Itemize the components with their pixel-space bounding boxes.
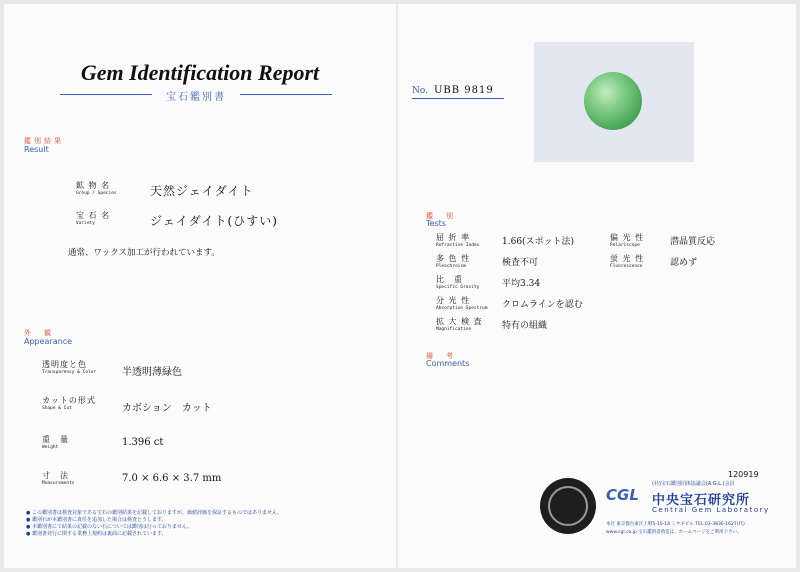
measurements-label-jp: 寸 法 bbox=[42, 471, 69, 480]
lab-name-en: Central Gem Laboratory bbox=[652, 506, 770, 514]
shape-label-en: Shape & Cut bbox=[42, 406, 72, 411]
report-number-rule bbox=[412, 98, 504, 99]
title-rule-right bbox=[240, 94, 332, 95]
comments-heading-jp: 備 考 bbox=[426, 352, 456, 360]
shape-value: カボション カット bbox=[122, 403, 212, 414]
specific-gravity-label-jp: 比 重 bbox=[436, 275, 463, 284]
absorption-spectrum-label-jp: 分 光 性 bbox=[436, 296, 471, 305]
polariscope-label-jp: 偏 光 性 bbox=[610, 233, 645, 242]
lab-association: (社)宝石鑑別団体協議会(A.G.L.)会員 bbox=[652, 481, 735, 487]
variety-value: ジェイダイト(ひすい) bbox=[150, 214, 278, 228]
group-label-en: Group / Species bbox=[76, 191, 117, 196]
refractive-index-label-en: Refractive Index bbox=[436, 243, 480, 248]
shape-label-jp: カットの形式 bbox=[42, 396, 96, 405]
cgl-seal-icon bbox=[540, 478, 596, 534]
fluorescence-value: 認めず bbox=[670, 258, 698, 268]
cgl-logo: CGL bbox=[606, 486, 639, 504]
refractive-index-value: 1.66(スポット法) bbox=[502, 237, 575, 247]
serial-number: 120919 bbox=[728, 470, 759, 479]
tests-heading-en: Tests bbox=[426, 219, 446, 228]
variety-label-en: Variety bbox=[76, 221, 95, 226]
lab-address: 本社 東京都台東区上野5-15-14 ミヤギビル TEL.03-3836-1627(代) bbox=[606, 522, 745, 527]
report-number-value: UBB 9819 bbox=[434, 85, 494, 96]
transparency-label-jp: 透明度と色 bbox=[42, 360, 87, 369]
result-heading-jp: 鑑別結果 bbox=[24, 137, 64, 145]
transparency-label-en: Transparency & Color bbox=[42, 370, 97, 375]
weight-label-en: Weight bbox=[42, 445, 59, 450]
comments-heading-en: Comments bbox=[426, 359, 470, 368]
weight-label-jp: 重 量 bbox=[42, 435, 69, 444]
polariscope-value: 潜晶質反応 bbox=[670, 237, 716, 247]
result-heading-en: Result bbox=[24, 145, 49, 154]
disclaimer-note: ● 鑑別石が本鑑別書に責任を追加した場合は検査とうします。 bbox=[26, 517, 167, 523]
disclaimer-notes bbox=[26, 509, 392, 537]
transparency-value: 半透明薄緑色 bbox=[122, 367, 182, 378]
refractive-index-label-jp: 屈 折 率 bbox=[436, 233, 471, 242]
magnification-label-en: Magnification bbox=[436, 327, 472, 332]
fluorescence-label-jp: 蛍 光 性 bbox=[610, 254, 645, 263]
specific-gravity-value: 平均3.34 bbox=[502, 279, 541, 289]
weight-value: 1.396 ct bbox=[122, 437, 164, 448]
appearance-heading-jp: 外 観 bbox=[24, 329, 54, 337]
magnification-label-jp: 拡 大 検 査 bbox=[436, 317, 483, 326]
polariscope-label-en: Polariscope bbox=[610, 243, 640, 248]
lab-web: www.cgl.co.jp 宝石鑑別書偽造は、ホームページをご利用下さい。 bbox=[606, 530, 742, 535]
measurements-value: 7.0 × 6.6 × 3.7 mm bbox=[122, 473, 222, 484]
specific-gravity-label-en: Specific Gravity bbox=[436, 285, 480, 290]
group-value: 天然ジェイダイト bbox=[150, 184, 254, 198]
measurements-label-en: Measurements bbox=[42, 481, 75, 486]
variety-label-jp: 宝 石 名 bbox=[76, 211, 111, 220]
disclaimer-note: ● 本鑑別書にて結果の記載のない石については鑑別は行っておりません。 bbox=[26, 524, 193, 530]
absorption-spectrum-value: クロムラインを認む bbox=[502, 300, 583, 310]
appearance-heading-en: Appearance bbox=[24, 337, 73, 346]
tests-heading-jp: 鑑 別 bbox=[426, 212, 456, 220]
report-left-page bbox=[4, 4, 396, 568]
disclaimer-note: ● この鑑別書は検査対象である宝石の鑑別結果を記載しておりますが、価値評価を保証するものではありません。 bbox=[26, 510, 283, 516]
magnification-value: 特有の組織 bbox=[502, 321, 548, 331]
lab-name-jp: 中央宝石研究所 bbox=[652, 493, 751, 508]
pleochroism-label-en: Pleochroism bbox=[436, 264, 466, 269]
result-remark: 通常、ワックス加工が行われています。 bbox=[68, 248, 220, 258]
absorption-spectrum-label-en: Absorption Spectrum bbox=[436, 306, 488, 311]
disclaimer-note: ● 鑑別書発行に関する業務上規約は裏面に記載されています。 bbox=[26, 531, 167, 537]
gem-photo bbox=[584, 72, 642, 130]
report-title: Gem Identification Report bbox=[80, 60, 320, 85]
pleochroism-label-jp: 多 色 性 bbox=[436, 254, 471, 263]
report-subtitle: 宝石鑑別書 bbox=[166, 92, 226, 103]
fluorescence-label-en: Fluorescence bbox=[610, 264, 643, 269]
group-label-jp: 鉱 物 名 bbox=[76, 181, 111, 190]
pleochroism-value: 検査不可 bbox=[502, 258, 539, 268]
report-number-label: No. bbox=[412, 86, 428, 96]
